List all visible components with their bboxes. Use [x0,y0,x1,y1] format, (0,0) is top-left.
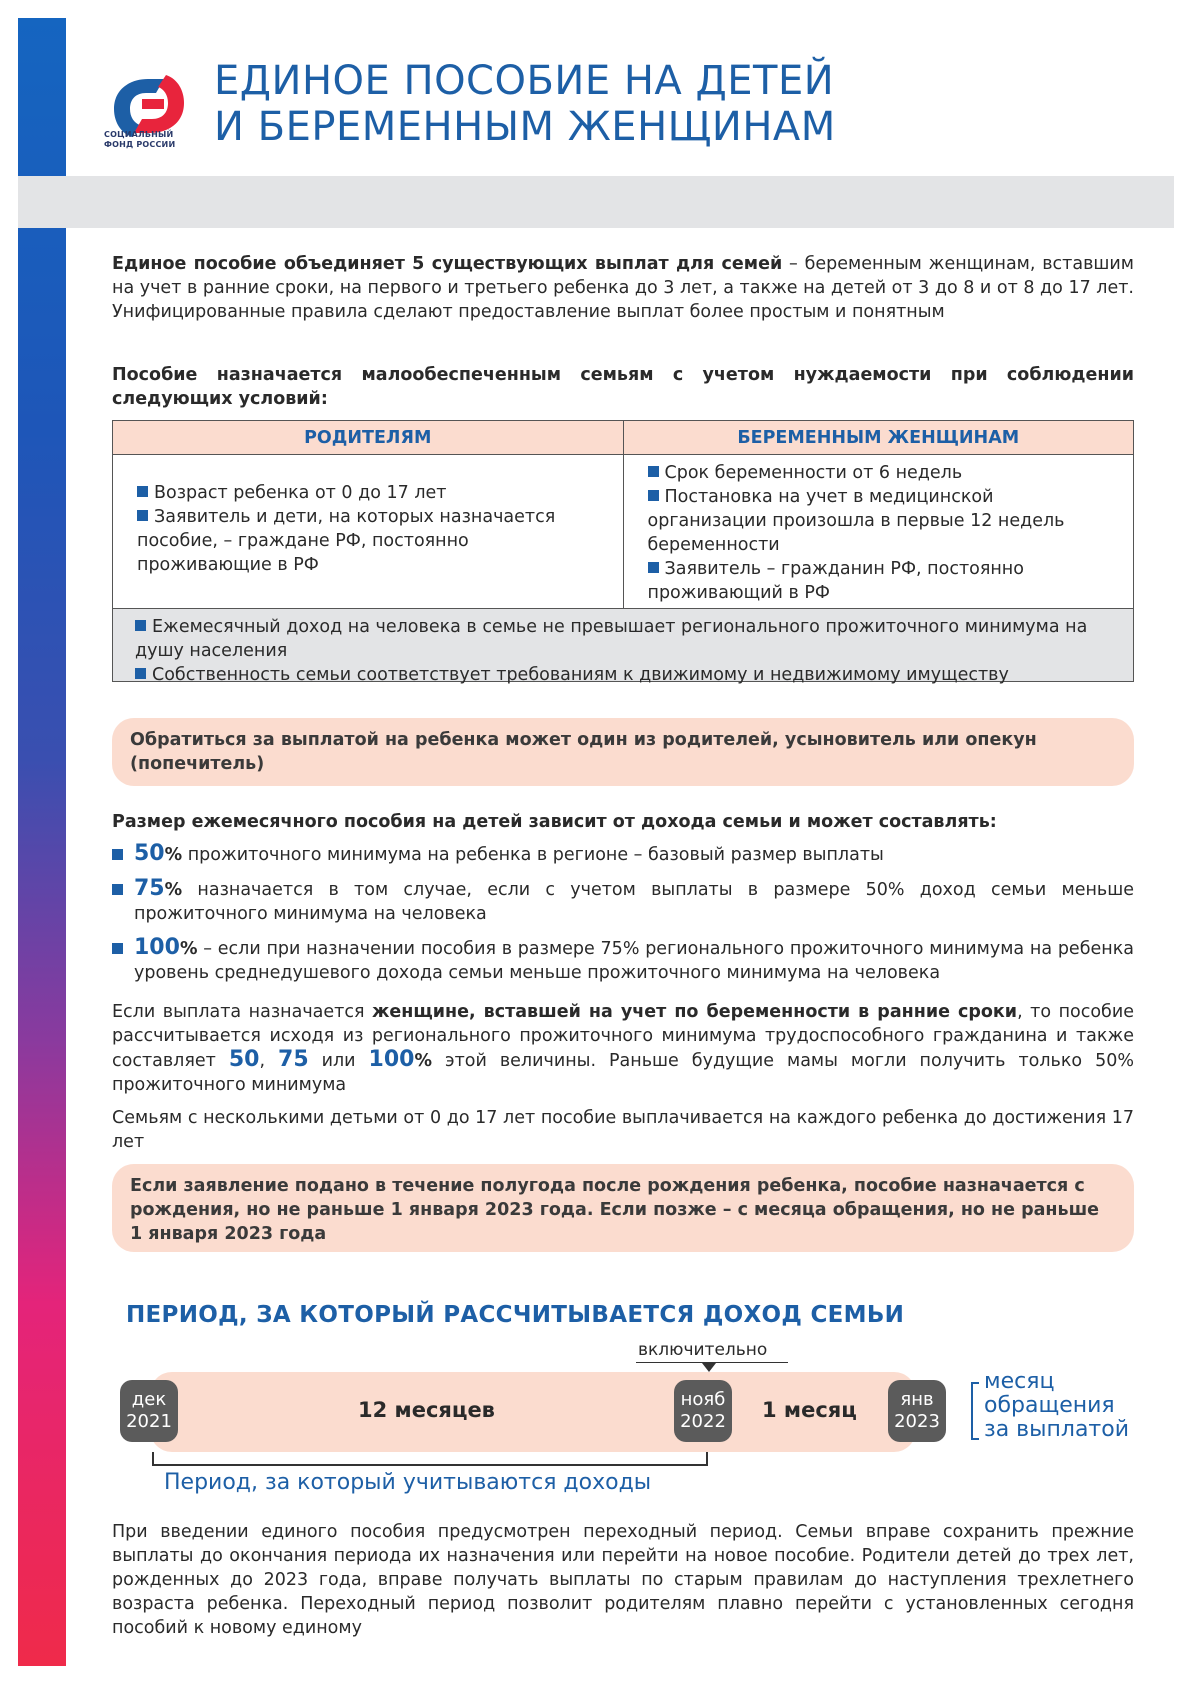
multi-children-paragraph: Семьям с несколькими детьми от 0 до 17 лет пособие выплачивается на каждого ребенка до достижения 17 лет [112,1108,1134,1152]
bullet-square-icon [648,466,659,477]
bullet-square-icon [137,510,148,521]
chip-nov-2022: нояб 2022 [674,1380,732,1442]
chip-jan-2023: янв 2023 [888,1380,946,1442]
month-application-label: месяц обращения за выплатой [984,1369,1130,1442]
bullet-square-icon [135,620,146,631]
title-line-2: И БЕРЕМЕННЫМ ЖЕНЩИНАМ [214,104,836,150]
chip-dec-2021: дек 2021 [120,1380,178,1442]
conditions-table-header [113,421,1133,455]
note-application-timing: Если заявление подано в течение полугода после рождения ребенка, пособие назначается с рождения, но не раньше 1 января 2023 года. Если позже – с месяца обращения, но не раньше 1 января 2023 года [112,1164,1134,1252]
pregnant-paragraph: Если выплата назначается женщине, вставшей на учет по беременности в ранние сроки, то пособие рассчитывается исходя из регионального прожиточного минимума трудоспособного гражданина и также составляет 50, 75 или 100% этой величины. Раньше будущие мамы могли получить только 50% прожиточного минимума [112,1002,1134,1095]
bullet-square-icon [648,490,659,501]
col-header-pregnant: БЕРЕМЕННЫМ ЖЕНЩИНАМ [737,428,1020,448]
bullet-square-icon [137,486,148,497]
intro-bold: Единое пособие объединяет 5 существующих выплат для семей [112,254,783,274]
conditions-table [112,420,1134,685]
size-heading: Размер ежемесячного пособия на детей зависит от дохода семьи и может составлять: [112,812,997,832]
pregnant-conditions [624,455,1134,608]
transition-paragraph: При введении единого пособия предусмотрен переходный период. Семьи вправе сохранить прежние выплаты до окончания периода их назначения или перейти на новое пособие. Родители детей до трех лет, рожденных до 2023 года, вправе получать выплаты по старым правилам до наступления трехлетнего возраста ребенка. Переходный период позволит родителям плавно перейти с установленных сегодня пособий к новому единому [112,1522,1134,1638]
list-item: Заявитель – гражданин РФ, постоянно проживающий в РФ [647,559,1024,603]
size-list [112,842,1134,985]
list-item: 75% назначается в том случае, если с учетом выплаты в размере 50% доход семьи меньше прожиточного минимума на человека [112,877,1134,926]
inclusive-label: включительно [638,1340,768,1360]
note-applicant: Обратиться за выплатой на ребенка может один из родителей, усыновитель или опекун (попечитель) [112,718,1134,786]
page-title [214,58,1114,150]
income-period-label: Период, за который учитываются доходы [164,1470,652,1495]
logo-caption: СОЦИАЛЬНЫЙ ФОНД РОССИИ [104,130,176,149]
income-period-bracket [152,1452,708,1466]
month-bracket [971,1382,979,1440]
bullet-square-icon [112,884,123,895]
conditions-heading: Пособие назначается малообеспеченным семьям с учетом нуждаемости при соблюдении следующих условий: [112,365,1134,409]
list-item: Ежемесячный доход на человека в семье не превышает регионального прожиточного минимума на душу населения [135,617,1088,661]
intro-rest: – беременным женщинам, вставшим на учет в ранние сроки, на первого и третьего ребенка до 3 лет, а также на детей от 3 до 8 и от 8 до 17 лет. Унифицированные правила сделают предоставление выплат более простым и понятным [112,254,1134,322]
span-1-month: 1 месяц [762,1398,857,1422]
bullet-square-icon [135,668,146,679]
list-item: 100% – если при назначении пособия в размере 75% регионального прожиточного минимума на ребенка уровень среднедушевого дохода семьи меньше прожиточного минимума на человека [112,936,1134,985]
list-item: Собственность семьи соответствует требованиям к движимому и недвижимому имуществу [135,663,1125,687]
intro-paragraph [112,252,1134,324]
list-item: Заявитель и дети, на которых назначается пособие, – граждане РФ, постоянно проживающие в РФ [137,506,556,575]
bullet-square-icon [112,849,123,860]
title-line-1: ЕДИНОЕ ПОСОБИЕ НА ДЕТЕЙ [214,58,835,104]
span-12-months: 12 месяцев [358,1398,495,1422]
list-item: 50% прожиточного минимума на ребенка в регионе – базовый размер выплаты [112,842,1134,867]
col-header-parents: РОДИТЕЛЯМ [113,421,624,454]
conditions-table-body [113,455,1133,609]
common-conditions [113,609,1133,685]
parents-conditions [113,455,624,608]
list-item: Срок беременности от 6 недель [648,461,1112,485]
inclusive-arrow-icon [702,1363,716,1372]
list-item: Возраст ребенка от 0 до 17 лет [137,481,601,505]
bullet-square-icon [648,562,659,573]
period-title: ПЕРИОД, ЗА КОТОРЫЙ РАССЧИТЫВАЕТСЯ ДОХОД СЕМЬИ [126,1302,905,1328]
header-gray-band [18,176,1174,228]
bullet-square-icon [112,943,123,954]
list-item: Постановка на учет в медицинской организации произошла в первые 12 недель беременности [647,487,1065,555]
side-gradient-bar [18,18,66,1666]
